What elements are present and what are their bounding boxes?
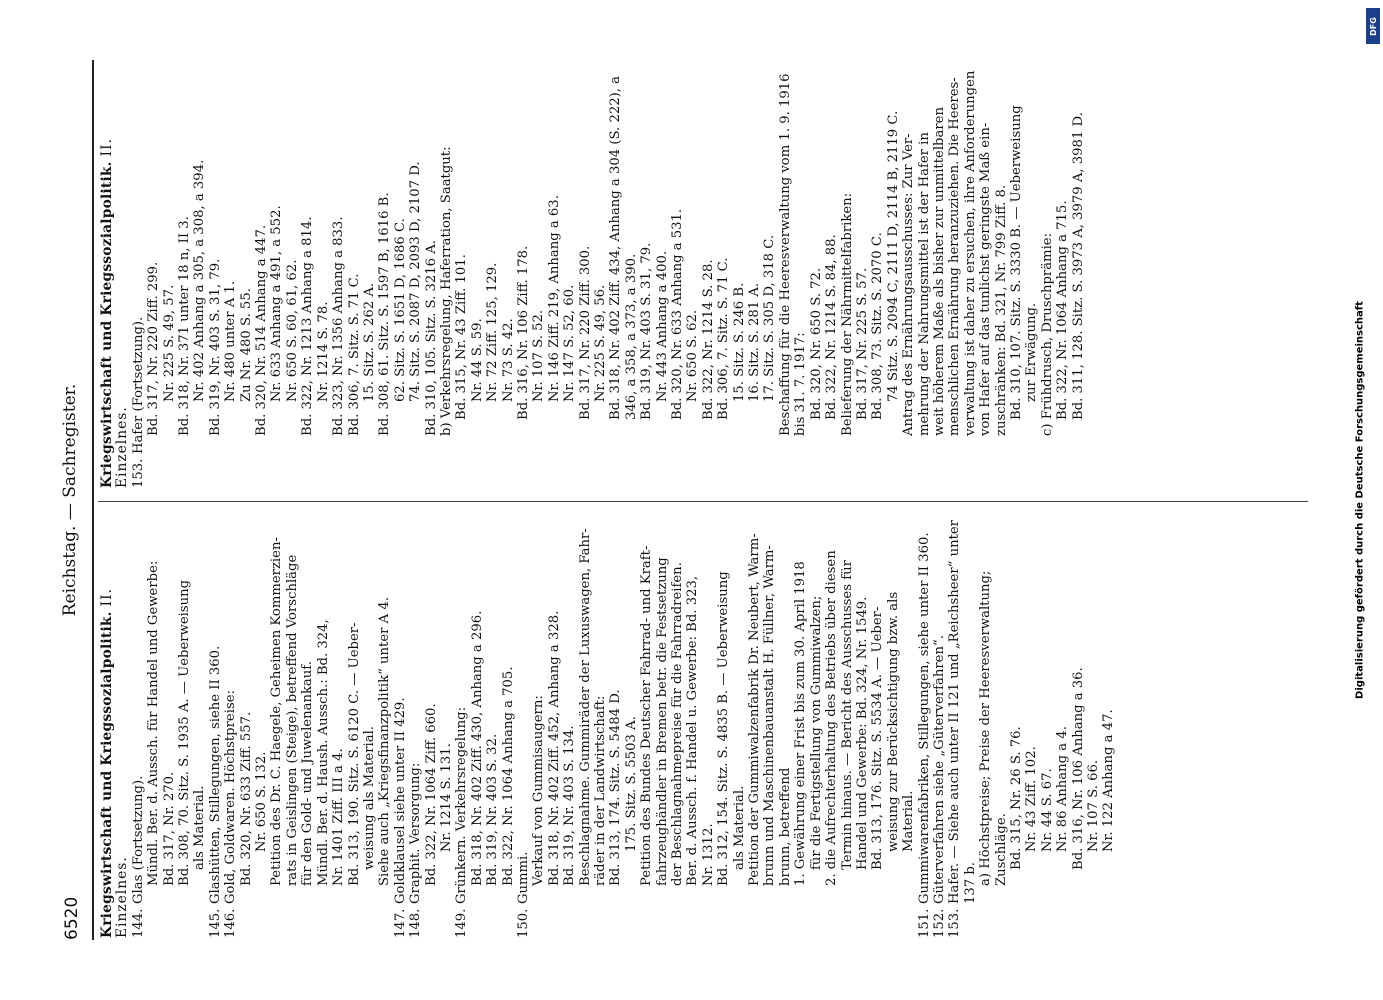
reference-text: 16. Sitz. S. 281 A. [747,282,763,402]
reference-text: zuschränken: Bd. 321, Nr. 799 Ziff. 8. [993,184,1009,436]
entry-reference-line [917,68,932,488]
left-section-title: Kriegswirtschaft und Kriegssozialpolitik. [99,611,115,938]
entry-reference-line [192,518,207,938]
entry-reference-line [655,68,670,488]
index-entry [131,518,146,938]
entry-number: 151. [916,908,932,938]
reference-text: Nr. 650 S. 132. [254,751,270,852]
entry-reference-line [146,518,161,938]
reference-text: Ber. d. Aussch. f. Handel u. Gewerbe: Bd. 323, [685,575,701,886]
reference-text: weit höherem Maße als bisher zur unmittelbaren [931,107,947,436]
reference-text: Handel und Gewerbe: Bd. 324, Nr. 1549. [854,596,870,870]
reference-text: Bd. 322, Nr. 1064 Anhang a 715. [1055,200,1071,420]
reference-text: Bd. 320, Nr. 650 S. 72. [808,267,824,420]
entry-reference-line [701,68,716,488]
entry-reference-line [1024,68,1039,488]
reference-text: Bd. 318, Nr. 402 Ziff. 430, Anhang a 296. [469,610,485,886]
entry-reference-line [531,518,546,938]
reference-text: Bd. 320, Nr. 633 Ziff. 557. [238,711,254,886]
entry-keyword-text: Glashütten, Stillegungen, siehe II 360. [207,645,223,904]
reference-text: 2. die Aufrechterhaltung des Betriebs über diesen [824,550,840,886]
reference-text: 15. Sitz. S. 262 A. [361,282,377,402]
reference-text: brunn, betreffend [777,767,793,886]
entry-reference-line [747,518,762,938]
reference-text: Nr. 1401 Ziff. III a 4. [331,748,347,886]
entry-keyword-text: Güterverfahren siehe „Güterverfahren“. [931,635,947,904]
reference-text: Bd. 319, Nr. 403 S. 31, 79. [639,242,655,420]
reference-text: zur Erwägung. [1024,302,1040,402]
reference-text: Bd. 316, Nr. 106 Anhang a 36. [1070,667,1086,870]
entry-reference-line [501,518,516,938]
entry-reference-line [362,518,377,938]
reference-text: brunn und Maschinenbauanstalt H. Füllner, Warm- [762,545,778,886]
index-entry [454,518,469,938]
reference-text: Nr. 73 S. 42. [500,318,516,402]
entry-reference-line [994,68,1009,488]
reference-text: Bd. 315, Nr. 43 Ziff. 101. [454,254,470,420]
reference-text: Bd. 322, Nr. 1064 Anhang a 705. [500,666,516,886]
entry-reference-line [870,68,885,488]
reference-text: menschlichen Ernährung heranzuziehen. Die Heeres- [947,77,963,436]
header-rule [92,60,94,940]
left-entries [130,515,1117,938]
entry-reference-line [593,518,608,938]
reference-text: Nr. 650 S. 60, 61, 62. [284,259,300,402]
reference-text: Bd. 320, Nr. 514 Anhang a 447. [254,224,270,436]
reference-text: weisung als Material. [361,725,377,870]
reference-text: fahrzeughändler in Bremen betr. die Festsetzung [654,557,670,886]
right-entries [131,68,1086,488]
entry-keyword-text: Hafer. — Siehe auch unter II 121 und „Reichsheer“ unter 137 b. [947,515,978,904]
left-section-sub: II. Einzelnes. [99,588,131,938]
entry-reference-line [978,68,993,488]
entry-reference-line [608,68,639,488]
entry-number: 150. [515,908,531,938]
right-section-heading [100,68,131,488]
entry-keyword-text: Gold, Goldwaren. Höchstpreise: [223,690,239,904]
reference-text: Bd. 322, Nr. 1064 Ziff. 660. [423,703,439,886]
entry-reference-line [778,68,809,488]
reference-text: Bd. 317, Nr. 220 Ziff. 299. [146,261,162,436]
entry-reference-line [393,68,408,488]
entry-reference-line [254,518,269,938]
entry-reference-line [1071,518,1086,938]
entry-reference-line [408,68,423,488]
reference-text: Bd. 310, 105. Sitz. S. 3216 A. [423,240,439,436]
index-entry [947,515,978,938]
reference-text: Termin hinaus. — Bericht des Ausschusses für [839,560,855,870]
reference-text: Mündl. Ber. d. Haush. Aussch.: Bd. 324, [315,619,331,886]
dfg-logo [1366,8,1380,44]
entry-reference-line [1009,68,1024,488]
entry-reference-line [947,68,962,488]
reference-text: Bd. 317, Nr. 220 Ziff. 300. [577,245,593,420]
reference-text: Beschlagnahme. Gummiräder der Luxuswagen, Fahr- [577,528,593,886]
entry-reference-line [300,68,315,488]
reference-text: Bd. 306, 7. Sitz. S. 71 C. [716,257,732,420]
reference-text: Bd. 320, Nr. 633 Anhang a 531. [670,208,686,420]
reference-text: Bd. 322, Nr. 1214 S. 84, 88. [824,234,840,420]
entry-reference-line [254,68,269,488]
entry-reference-line [162,68,177,488]
reference-text: Nr. 480 unter A 1. [223,280,239,402]
reference-text: Nr. 107 S. 52. [531,309,547,402]
entry-reference-line [377,518,392,938]
entry-reference-line [809,518,824,938]
entry-reference-line [285,518,300,938]
reference-text: verwaltung ist daher zu ersuchen, ihre Anforderungen [962,70,978,436]
entry-reference-line [439,68,454,488]
entry-reference-line [239,68,254,488]
entry-reference-line [685,518,700,938]
reference-text: Nr. 1312. [700,823,716,886]
entry-reference-line [670,68,685,488]
entry-reference-line [1040,518,1055,938]
reference-text: weisung zur Berücksichtigung bzw. als [885,591,901,852]
entry-reference-line [300,518,315,938]
reference-text: Bd. 319, Nr. 403 S. 31, 79. [207,258,223,436]
reference-text: Nr. 107 S. 66. [1086,759,1101,852]
entry-reference-line [177,518,192,938]
right-section-title: Kriegswirtschaft und Kriegssozialpolitik. [99,161,115,488]
reference-text: Bd. 315, Nr. 26 S. 76. [1008,726,1024,870]
entry-reference-line [685,68,700,488]
reference-text: Belieferung der Nährmittelfabriken: [839,192,855,436]
reference-text: Zu Nr. 480 S. 55. [238,288,254,402]
entry-reference-line [1055,518,1070,938]
reference-text: Bd. 308, 70. Sitz. S. 1935 A. — Ueberweisung [177,579,193,886]
reference-text: Mündl. Ber. d. Aussch. für Handel und Gewerbe: [146,560,162,886]
entry-reference-line [824,68,839,488]
reference-text: c) Frühdrusch, Druschprämie: [1039,232,1055,436]
entry-keyword-text: Gummiwarenfabriken, Stillegungen, siehe unter II 360. [916,532,932,904]
reference-text: Petition der Gummiwalzenfabrik Dr. Neubert, Warm- [747,533,763,886]
entry-reference-line [501,68,516,488]
entry-reference-line [732,518,747,938]
entry-reference-line [1086,518,1101,938]
index-entry [393,518,408,938]
entry-number: 148. [408,908,424,938]
entry-reference-line [470,68,485,488]
reference-text: Bd. 318, Nr. 402 Ziff. 434, Anhang a 304 (S. 222), a 346, a 358, a 373, a 390. [608,71,639,420]
index-entry [208,518,223,938]
reference-text: 15. Sitz. S. 246 B. [731,282,747,402]
reference-text: Bd. 317, Nr. 225 S. 57. [854,267,870,420]
entry-reference-line [269,68,284,488]
index-entry [131,68,146,488]
entry-reference-line [963,68,978,488]
entry-reference-line [547,518,562,938]
entry-reference-line [901,518,916,938]
reference-text: Nr. 1214 S. 78. [315,301,331,402]
dfg-credit: Digitalisierung gefördert durch die Deutsche Forschungsgemeinschaft [1354,301,1366,699]
reference-text: rats in Geislingen (Steige), betreffend Vorschläge [284,554,300,886]
entry-reference-line [1024,518,1039,938]
reference-text: Nr. 1214 S. 131. [438,743,454,852]
entry-reference-line [701,518,716,938]
reference-text: Nr. 122 Anhang a 47. [1101,709,1117,852]
reference-text: Petition des Dr. C. Haegele, Geheimen Kommerzien- [269,537,285,886]
index-entry [516,518,531,938]
entry-reference-line [1009,518,1024,938]
running-head: Reichstag. — Sachregister. [60,383,80,617]
index-entry [223,518,238,938]
entry-reference-line [454,68,469,488]
reference-text: Beschaffung für die Heeresverwaltung vom 1. 9. 1916 bis 31. 7. 1917: [777,69,809,436]
entry-reference-line [162,518,177,938]
reference-text: Nr. 43 Ziff. 102. [1024,746,1040,852]
entry-reference-line [624,518,639,938]
index-entry [408,518,423,938]
reference-text: Nr. 86 Anhang a 4. [1055,726,1071,852]
entry-reference-line [362,68,377,488]
right-column [100,68,1086,488]
entry-reference-line [562,518,577,938]
reference-text: Nr. 146 Ziff. 219, Anhang a 63. [546,195,562,402]
entry-number: 144. [130,908,146,938]
entry-reference-line [239,518,254,938]
entry-number: 152. [931,908,947,938]
entry-reference-line [547,68,562,488]
entry-reference-line [331,518,346,938]
dfg-logo-text: DFG [1368,16,1378,36]
entry-reference-line [208,68,223,488]
entry-reference-line [932,68,947,488]
entry-reference-line [793,518,808,938]
entry-number: 149. [454,908,470,938]
reference-text: Bd. 318, Nr. 371 unter 18 n, II 3. [177,216,193,436]
reference-text: als Material. [731,785,747,870]
entry-reference-line [840,68,855,488]
reference-text: 1. Gewährung einer Frist bis zum 30. April 1918 [793,561,809,886]
entry-reference-line [886,518,901,938]
entry-reference-line [732,68,747,488]
reference-text: 62. Sitz. S. 1651 D, 1686 C. [392,218,408,402]
reference-text: Nr. 633 Anhang a 491, a 552. [269,205,285,402]
entry-reference-line [901,68,916,488]
entry-keyword-text: Glas (Fortsetzung). [130,775,146,904]
index-entry [917,518,932,938]
reference-text: Bd. 317, Nr. 270. [161,771,177,886]
entry-reference-line [316,518,331,938]
entry-reference-line [870,518,885,938]
entry-reference-line [978,518,1009,938]
entry-reference-line [192,68,207,488]
entry-reference-line [886,68,901,488]
entry-keyword-text: Gummi. [515,851,531,904]
reference-text: Antrag des Ernährungsausschusses: Zur Ver- [901,133,917,436]
reference-text: Nr. 147 S. 52, 60. [562,284,578,402]
entry-reference-line [177,68,192,488]
reference-text: Nr. 44 S. 59. [469,318,485,402]
reference-text: Bd. 312, 154. Sitz. S. 4835 B. — Ueberweisung [716,571,732,886]
reference-text: Nr. 225 S. 49, 57. [161,284,177,402]
entry-reference-line [285,68,300,488]
entry-reference-line [670,518,685,938]
reference-text: Siehe auch „Kriegsfinanzpolitik“ unter A 4. [377,597,393,886]
reference-text: a) Höchstpreise; Preise der Heeresverwaltung; Zuschläge. [978,566,1009,886]
entry-reference-line [146,68,161,488]
reference-text: b) Verkehrsregelung, Haferration, Saatgut: [438,146,454,436]
entry-reference-line [1101,518,1116,938]
reference-text: Nr. 44 S. 67. [1039,768,1055,852]
entry-reference-line [347,68,362,488]
reference-text: Bd. 322, Nr. 1214 S. 28. [700,259,716,420]
entry-reference-line [1055,68,1070,488]
index-entry [932,518,947,938]
page-number: 6520 [62,896,82,940]
reference-text: Nr. 225 S. 49, 56. [593,284,608,402]
entry-number: 153. [947,908,963,938]
entry-number: 153. [130,458,146,488]
reference-text: Petition des Bundes Deutscher Fahrrad- und Kraft- [639,545,655,886]
reference-text: Bd. 306, 7. Sitz. S. 71 C. [346,273,362,436]
reference-text: 175. Sitz. S. 5503 A. [623,716,639,852]
entry-reference-line [840,518,855,938]
reference-text: Bd. 308, 73. Sitz. S. 2070 C. [870,232,886,420]
entry-keyword-text: Graphit. Versorgung: [408,762,424,904]
entry-number: 147. [392,908,408,938]
entry-reference-line [1040,68,1055,488]
entry-reference-line [223,68,238,488]
entry-reference-line [855,518,870,938]
reference-text: für die Fertigstellung von Gummiwalzen; [808,595,824,870]
entry-keyword-text: Hafer (Fortsetzung). [130,316,146,454]
reference-text: Bd. 323, Nr. 1356 Anhang a 833. [331,216,347,436]
entry-number: 145. [207,908,223,938]
entry-reference-line [747,68,762,488]
entry-keyword-text: Grünkern. Verkehrsregelung: [454,706,470,904]
reference-text: 17. Sitz. S. 305 D, 318 C. [762,234,778,402]
entry-reference-line [470,518,485,938]
entry-reference-line [608,518,623,938]
entry-reference-line [778,518,793,938]
reference-text: Bd. 308, 61. Sitz. S. 1597 B, 1616 B. [377,192,393,436]
page-header [52,60,92,940]
left-section-heading [100,518,131,938]
left-column [99,515,1117,938]
reference-text: Bd. 318, Nr. 402 Ziff. 452, Anhang a 328. [546,610,562,886]
entry-reference-line [578,518,593,938]
reference-text: Nr. 650 S. 62. [685,309,701,402]
entry-reference-line [562,68,577,488]
entry-reference-line [593,68,608,488]
entry-reference-line [762,518,777,938]
reference-text: Nr. 402 Anhang a 305, a 308, a 394. [192,159,208,402]
right-section-sub: II. Einzelnes. [99,138,131,488]
reference-text: 74 Sitz. S. 2094 C, 2111 D, 2114 B, 2119 C. [885,110,901,402]
reference-text: mehrung der Nahrungsmittel ist der Hafer in [916,132,932,436]
reference-text: räder in der Landwirtschaft: [593,695,608,886]
reference-text: Bd. 319, Nr. 403 S. 32. [485,733,501,886]
reference-text: Bd. 311, 128. Sitz. S. 3973 A, 3979 A, 3981 D. [1070,112,1086,420]
entry-reference-line [439,518,454,938]
reference-text: Bd. 313, 190. Sitz. S. 6120 C. — Ueber- [346,622,362,886]
reference-text: Verkauf von Gummisaugern: [531,695,547,886]
reference-text: von Hafer auf das tunlichst geringste Maß ein- [978,122,994,436]
reference-text: Nr. 443 Anhang a 400. [654,250,670,402]
entry-reference-line [269,518,284,938]
entry-reference-line [824,518,839,938]
reference-text: Bd. 322, Nr. 1213 Anhang a 814. [300,216,316,436]
entry-reference-line [485,68,500,488]
reference-text: Bd. 319, Nr. 403 S. 134. [562,725,578,886]
entry-reference-line [531,68,546,488]
entry-reference-line [1071,68,1086,488]
reference-text: Bd. 316, Nr. 106 Ziff. 178. [515,245,531,420]
reference-text: Bd. 313, 174. Sitz. S. 5484 D. [608,689,624,886]
entry-reference-line [316,68,331,488]
reference-text: Bd. 313, 176. Sitz. S. 5534 A. — Ueber- [870,606,886,870]
entry-reference-line [716,68,731,488]
entry-reference-line [809,68,824,488]
reference-text: Material. [901,790,917,852]
entry-reference-line [485,518,500,938]
entry-reference-line [578,68,593,488]
entry-reference-line [855,68,870,488]
entry-keyword-text: Goldklausel siehe unter II 429. [392,697,408,904]
entry-reference-line [639,518,654,938]
reference-text: 74. Sitz. S. 2087 D, 2093 D, 2107 D. [408,161,424,402]
entry-reference-line [347,518,362,938]
entry-reference-line [331,68,346,488]
entry-reference-line [377,68,392,488]
reference-text: als Material. [192,785,208,870]
entry-reference-line [639,68,654,488]
entry-reference-line [516,68,531,488]
entry-reference-line [655,518,670,938]
reference-text: Nr. 72 Ziff. 125, 129. [485,262,501,402]
reference-text: Bd. 310, 107. Sitz. S. 3330 B. — Ueberweisung [1008,105,1024,420]
entry-reference-line [424,68,439,488]
reference-text: für den Gold- und Juwelenankauf. [300,661,316,886]
entry-number: 146. [223,908,239,938]
entry-reference-line [762,68,777,488]
reference-text: der Beschlagnahmepreise für die Fahrradreifen. [670,562,686,886]
entry-reference-line [716,518,731,938]
entry-reference-line [424,518,439,938]
column-divider [98,501,1308,502]
